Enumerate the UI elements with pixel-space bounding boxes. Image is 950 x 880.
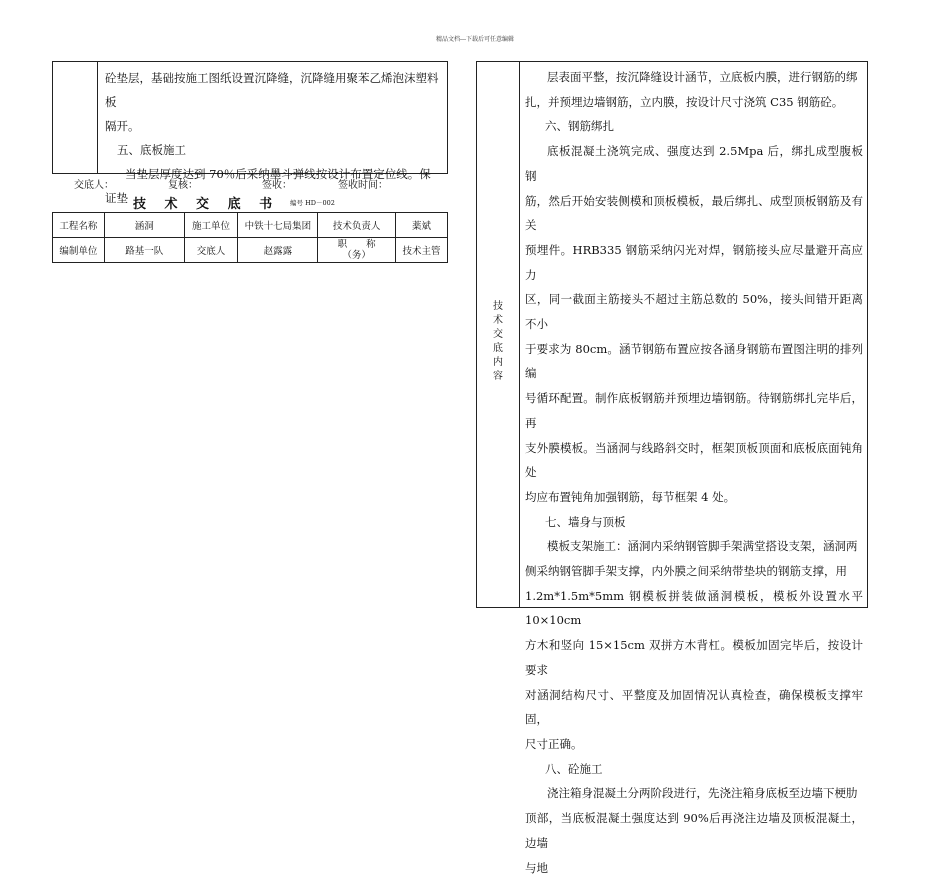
right-content (525, 65, 863, 880)
table-cell: 技术负责人 (318, 213, 396, 238)
text-line: 对涵洞结构尺寸、平整度及加固情况认真检查，确保模板支撑牢固， (525, 683, 863, 732)
section-heading: 五、底板施工 (105, 138, 441, 162)
document-title: 技 术 交 底 书 (133, 193, 279, 212)
table-cell: 涵洞 (104, 213, 184, 238)
handover-label: 交底人： (74, 176, 114, 191)
table-cell: 路基一队 (104, 238, 184, 263)
side-label: 技术交底内容 (491, 300, 505, 384)
section-heading: 八、砼施工 (525, 757, 863, 782)
section-heading: 六、钢筋绑扎 (525, 114, 863, 139)
text-line: 均应布置钝角加强钢筋，每节框架 4 处。 (525, 485, 863, 510)
text-line: 顶部，当底板混凝土强度达到 90%后再浇注边墙及顶板混凝土，边墙 (525, 806, 863, 855)
table-cell: 施工单位 (184, 213, 238, 238)
table-cell: 职 称 （务） (318, 238, 396, 263)
text-line: 砼垫层，基础按施工图纸设置沉降缝，沉降缝用聚苯乙烯泡沫塑料板 (105, 66, 441, 114)
table-row (53, 213, 448, 238)
page-header: 精品文档---下载后可任意编辑 (0, 34, 950, 43)
text-line: 层表面平整，按沉降缝设计涵节，立底板内膜，进行钢筋的绑 (525, 65, 863, 90)
receive-time-label: 签收时间： (338, 176, 388, 191)
text-line: 尺寸正确。 (525, 732, 863, 757)
text-line: 扎，并预埋边墙钢筋，立内膜，按设计尺寸浇筑 C35 钢筋砼。 (525, 90, 863, 115)
document-code: 编号 HD－002 (290, 198, 335, 207)
text-line: 隔开。 (105, 114, 441, 138)
info-table (52, 212, 448, 263)
text-line: 当垫层厚度达到 70％后采纳墨斗弹线按设计布置定位线。保证垫 (105, 162, 441, 210)
table-cell: 赵露露 (238, 238, 318, 263)
text-line: 方木和竖向 15×15cm 双拼方木背杠。模板加固完毕后，按设计要求 (525, 633, 863, 682)
column-divider (97, 62, 98, 173)
table-row (53, 238, 448, 263)
left-content-box (52, 61, 448, 174)
review-label: 复核： (168, 176, 198, 191)
text-line: 区，同一截面主筋接头不超过主筋总数的 50%，接头间错开距离不小 (525, 287, 863, 336)
table-cell: 中铁十七局集团 (238, 213, 318, 238)
table-cell: 交底人 (184, 238, 238, 263)
text-line: 号循环配置。制作底板钢筋并预埋边墙钢筋。待钢筋绑扎完毕后，再 (525, 386, 863, 435)
text-line: 侧采纳钢管脚手架支撑，内外膜之间采纳带垫块的钢筋支撑，用 (525, 559, 863, 584)
text-line: 浇注箱身混凝土分两阶段进行，先浇注箱身底板至边墙下梗肋 (525, 781, 863, 806)
text-line: 1.2m*1.5m*5mm 钢模板拼装做涵洞模板，模板外设置水平 10×10cm (525, 584, 863, 633)
text-line: 于要求为 80cm。涵节钢筋布置应按各涵身钢筋布置图注明的排列编 (525, 337, 863, 386)
column-divider (519, 62, 520, 607)
text-line: 与地 (525, 856, 863, 880)
text-line: 模板支架施工：涵洞内采纳钢管脚手架满堂搭设支架，涵洞两 (525, 534, 863, 559)
right-content-box (476, 61, 868, 608)
table-cell: 编制单位 (53, 238, 105, 263)
table-cell: 工程名称 (53, 213, 105, 238)
table-cell: 薬斌 (396, 213, 448, 238)
table-cell: 技术主管 (396, 238, 448, 263)
section-heading: 七、墙身与顶板 (525, 510, 863, 535)
receive-label: 签收： (262, 176, 292, 191)
text-line: 底板混凝土浇筑完成、强度达到 2.5Mpa 后，绑扎成型腹板钢 (525, 139, 863, 188)
text-line: 支外膜模板。当涵洞与线路斜交时，框架顶板顶面和底板底面钝角处 (525, 436, 863, 485)
text-line: 预埋件。HRB335 钢筋采纳闪光对焊，钢筋接头应尽量避开高应力 (525, 238, 863, 287)
text-line: 筋，然后开始安装侧模和顶板模板，最后绑扎、成型顶板钢筋及有关 (525, 189, 863, 238)
